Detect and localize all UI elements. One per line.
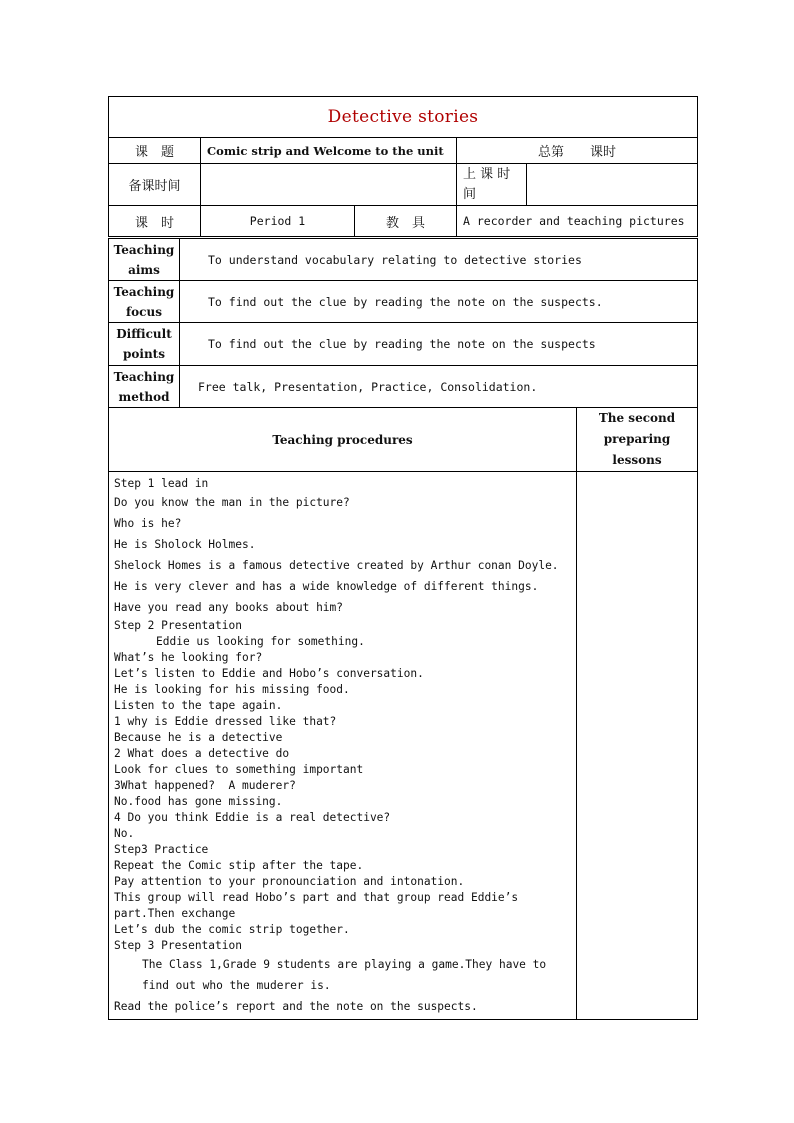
difficult-points-value: To find out the clue by reading the note on the suspects (180, 323, 698, 366)
procedure-line: Let’s dub the comic strip together. (114, 923, 350, 936)
second-preparing-content (577, 472, 698, 1020)
procedure-line: Repeat the Comic stip after the tape. (114, 859, 364, 872)
procedure-line: Have you read any books about him? (114, 601, 344, 614)
difficult-points-label: Difficult points (109, 323, 180, 366)
teaching-aims-label: Teaching aims (109, 239, 180, 281)
procedure-line: He is very clever and has a wide knowledge of different things. (114, 580, 539, 593)
procedure-line: Step 2 Presentation (114, 619, 242, 632)
procedure-line: Listen to the tape again. (114, 699, 283, 712)
procedure-line: Look for clues to something important (114, 763, 364, 776)
procedure-line: 1 why is Eddie dressed like that? (114, 715, 337, 728)
procedure-line: Step3 Practice (114, 843, 209, 856)
teaching-focus-value: To find out the clue by reading the note on the suspects. (180, 281, 698, 323)
procedure-line: He is looking for his missing food. (114, 683, 350, 696)
procedure-line: The Class 1,Grade 9 students are playing a game.They have to find out who the muderer is. (142, 958, 553, 992)
procedure-line: Because he is a detective (114, 731, 283, 744)
procedure-line: Who is he? (114, 517, 182, 530)
second-preparing-header: The second preparing lessons (577, 408, 698, 472)
procedure-line: 2 What does a detective do (114, 747, 290, 760)
procedures-table (108, 408, 698, 1020)
procedure-line: Shelock Homes is a famous detective created by Arthur conan Doyle. (114, 559, 559, 572)
period-value: Period 1 (201, 206, 355, 237)
procedure-line: Step 1 lead in (114, 477, 209, 490)
procedure-line: Read the police’s report and the note on the suspects. (114, 1000, 478, 1013)
class-time-label: 上 课 时 间 (457, 164, 527, 206)
total-periods-label: 总第 课时 (457, 138, 698, 164)
teaching-aids-label: 教 具 (355, 206, 457, 237)
procedure-line: He is Sholock Holmes. (114, 538, 256, 551)
procedure-line: Let’s listen to Eddie and Hobo’s conversation. (114, 667, 424, 680)
procedure-line: 4 Do you think Eddie is a real detective? (114, 811, 391, 824)
lesson-plan (108, 96, 697, 1020)
title-text: Detective stories (327, 107, 479, 127)
topic-value: Comic strip and Welcome to the unit (201, 138, 457, 164)
topic-label: 课 题 (109, 138, 201, 164)
prep-time-value (201, 164, 457, 206)
procedure-line: No.food has gone missing. (114, 795, 283, 808)
procedure-line: No. (114, 827, 135, 840)
procedure-line: 3What happened? A muderer? (114, 779, 296, 792)
procedure-content (109, 472, 577, 1020)
procedure-line: Pay attention to your pronounciation and intonation. (114, 875, 465, 888)
procedure-line: Step 3 Presentation (114, 939, 242, 952)
class-time-value (527, 164, 698, 206)
document-title (109, 97, 698, 138)
procedure-line: Eddie us looking for something. (156, 635, 365, 648)
header-table (108, 96, 698, 237)
procedure-line: This group will read Hobo’s part and that group read Eddie’s part.Then exchange (114, 891, 525, 920)
teaching-procedures-header: Teaching procedures (109, 408, 577, 472)
info-table (108, 238, 698, 408)
periods-label: 课 时 (109, 206, 201, 237)
teaching-method-label: Teaching method (109, 366, 180, 408)
prep-time-label: 备课时间 (109, 164, 201, 206)
teaching-aids-value: A recorder and teaching pictures (457, 206, 698, 237)
teaching-aims-value: To understand vocabulary relating to detective stories (180, 239, 698, 281)
teaching-method-value: Free talk, Presentation, Practice, Consolidation. (180, 366, 698, 408)
procedure-line: Do you know the man in the picture? (114, 496, 350, 509)
teaching-focus-label: Teaching focus (109, 281, 180, 323)
procedure-line: What’s he looking for? (114, 651, 263, 664)
